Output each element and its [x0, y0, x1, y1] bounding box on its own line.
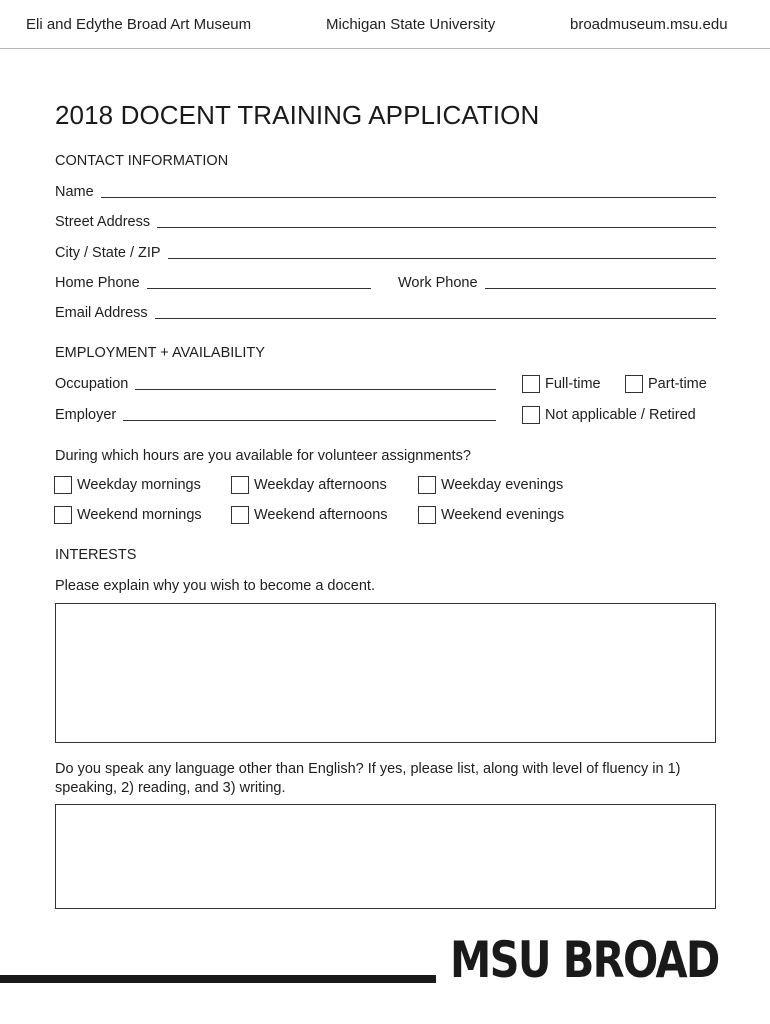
- home-phone-field[interactable]: [55, 272, 371, 292]
- city-state-zip-field[interactable]: [55, 242, 716, 262]
- weekday-afternoons-label: Weekday afternoons: [254, 477, 387, 493]
- not-applicable-checkbox[interactable]: [522, 405, 696, 425]
- full-time-checkbox[interactable]: [522, 374, 601, 394]
- email-address-input-line[interactable]: [155, 318, 716, 319]
- checkbox-square[interactable]: [522, 375, 540, 393]
- part-time-label: Part-time: [648, 376, 707, 392]
- not-applicable-label: Not applicable / Retired: [545, 407, 696, 423]
- weekend-mornings-checkbox[interactable]: [54, 505, 202, 525]
- checkbox-square[interactable]: [418, 506, 436, 524]
- weekend-evenings-label: Weekend evenings: [441, 507, 565, 523]
- weekend-afternoons-label: Weekend afternoons: [254, 507, 388, 523]
- work-phone-label: Work Phone: [398, 275, 478, 291]
- home-phone-label: Home Phone: [55, 275, 140, 291]
- weekday-evenings-checkbox[interactable]: [418, 475, 563, 495]
- work-phone-field[interactable]: [398, 272, 716, 292]
- header-website-link[interactable]: broadmuseum.msu.edu: [570, 16, 728, 33]
- occupation-field[interactable]: [55, 373, 496, 393]
- language-question: Do you speak any language other than English? If yes, please list, along with level of fluency in 1) speaking, 2) reading, and 3) writing.: [55, 761, 681, 796]
- home-phone-input-line[interactable]: [147, 288, 371, 289]
- msu-broad-logo: MSU BROAD: [450, 931, 719, 989]
- interests-section-heading: INTERESTS: [55, 547, 137, 563]
- work-phone-input-line[interactable]: [485, 288, 716, 289]
- street-address-label: Street Address: [55, 214, 151, 230]
- email-address-field[interactable]: [55, 302, 716, 322]
- email-address-label: Email Address: [55, 305, 148, 321]
- checkbox-square[interactable]: [522, 406, 540, 424]
- checkbox-square[interactable]: [54, 476, 72, 494]
- weekday-mornings-checkbox[interactable]: [54, 475, 201, 495]
- employer-input-line[interactable]: [123, 420, 496, 421]
- checkbox-square[interactable]: [231, 476, 249, 494]
- checkbox-square[interactable]: [54, 506, 72, 524]
- checkbox-square[interactable]: [231, 506, 249, 524]
- header-divider: [0, 48, 770, 49]
- footer-bar: [0, 975, 436, 983]
- checkbox-square[interactable]: [418, 476, 436, 494]
- why-docent-answer-box[interactable]: [55, 603, 716, 743]
- employment-section-heading: EMPLOYMENT + AVAILABILITY: [55, 345, 265, 361]
- employer-field[interactable]: [55, 404, 496, 424]
- name-label: Name: [55, 184, 94, 200]
- name-field[interactable]: [55, 181, 716, 201]
- street-address-field[interactable]: [55, 211, 716, 231]
- weekday-evenings-label: Weekday evenings: [441, 477, 564, 493]
- weekend-afternoons-checkbox[interactable]: [231, 505, 388, 525]
- weekend-mornings-label: Weekend mornings: [77, 507, 202, 523]
- page-title: 2018 DOCENT TRAINING APPLICATION: [55, 100, 540, 130]
- weekday-afternoons-checkbox[interactable]: [231, 475, 387, 495]
- city-state-zip-input-line[interactable]: [168, 258, 716, 259]
- part-time-checkbox[interactable]: [625, 374, 707, 394]
- employer-label: Employer: [55, 407, 117, 423]
- name-input-line[interactable]: [101, 197, 716, 198]
- why-docent-question: Please explain why you wish to become a docent.: [55, 578, 375, 594]
- checkbox-square[interactable]: [625, 375, 643, 393]
- header-museum-name: Eli and Edythe Broad Art Museum: [26, 16, 252, 33]
- header-university: Michigan State University: [326, 16, 496, 33]
- weekend-evenings-checkbox[interactable]: [418, 505, 564, 525]
- weekday-mornings-label: Weekday mornings: [77, 477, 201, 493]
- language-answer-box[interactable]: [55, 804, 716, 909]
- occupation-input-line[interactable]: [135, 389, 496, 390]
- hours-question: During which hours are you available for volunteer assignments?: [55, 448, 471, 464]
- contact-section-heading: CONTACT INFORMATION: [55, 153, 229, 169]
- full-time-label: Full-time: [545, 376, 601, 392]
- city-state-zip-label: City / State / ZIP: [55, 245, 161, 261]
- occupation-label: Occupation: [55, 376, 129, 392]
- street-address-input-line[interactable]: [157, 227, 716, 228]
